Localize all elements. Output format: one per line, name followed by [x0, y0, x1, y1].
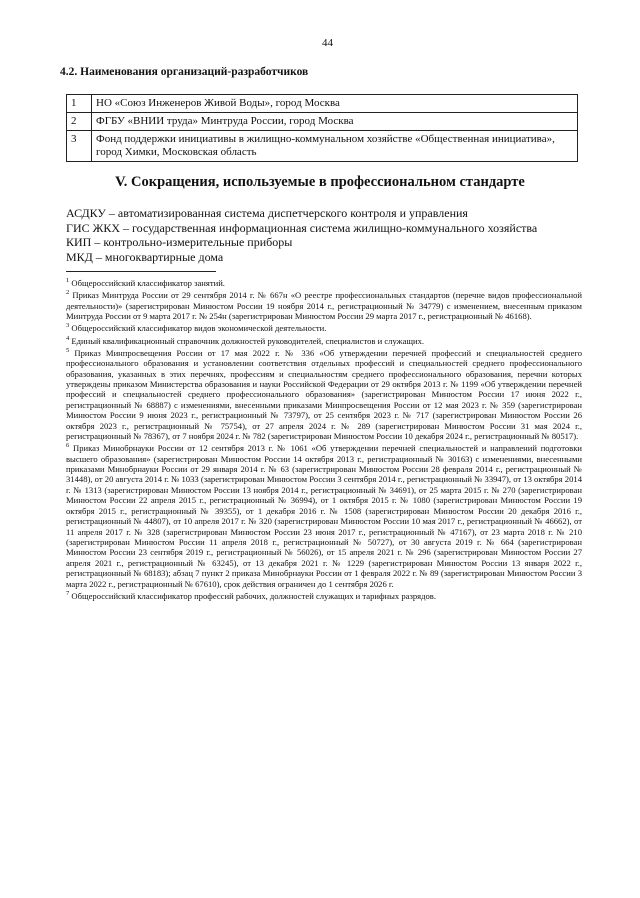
- footnote: [66, 334, 582, 346]
- row-number: 3: [67, 131, 92, 162]
- footnote-text: Приказ Минобрнауки России от 12 сентября 2013 г. № 1061 «Об утверждении перечней специальностей и направлений подготовки высшего образования» (зарегистрирован Минюстом России 14 октября 2013 г., регистрационный № 30163) с изменениями, внесенными приказами Минобрнауки России от 29 января 2014 г. № 63 (зарегистрирован Минюстом России 28 февраля 2014 г., регистрационный № 31448), от 20 августа 2014 г. № 1033 (зарегистрирован Минюстом России 3 сентября 2014 г., регистрационный № 33947), от 13 октября 2014 г. № 1313 (зарегистрирован Минюстом России 13 ноября 2014 г., регистрационный № 34691), от 25 марта 2015 г. № 270 (зарегистрирован Минюстом России 22 апреля 2015 г., регистрационный № 36994), от 1 октября 2015 г. № 1080 (зарегистрирован Минюстом России 19 октября 2015 г., регистрационный № 39355), от 1 декабря 2016 г. № 1508 (зарегистрирован Минюстом России 20 декабря 2016 г., регистрационный № 44807), от 10 апреля 2017 г. № 320 (зарегистрирован Минюстом России 10 мая 2017 г., регистрационный № 46662), от 11 апреля 2017 г. № 328 (зарегистрирован Минюстом России 23 июня 2017 г., регистрационный № 47167), от 23 марта 2018 г. № 210 (зарегистрирован Минюстом России 11 апреля 2018 г., регистрационный № 50727), от 30 августа 2019 г. № 664 (зарегистрирован Минюстом России 23 сентября 2019 г., регистрационный № 56026), от 15 апреля 2021 г. № 296 (зарегистрирован Минюстом России 27 апреля 2021 г., регистрационный № 63245), от 13 декабря 2021 г. № 1229 (зарегистрирован Минюстом России 13 января 2022 г., регистрационный № 68183); абзац 7 пункт 2 приказа Минобрнауки России от 1 февраля 2022 г. № 89 (зарегистрирован Минюстом России 3 марта 2022 г., регистрационный № 67610), срок действия ограничен до 1 сентября 2026 г.: [66, 443, 582, 589]
- footnote: [66, 589, 582, 601]
- footnote-text: Общероссийский классификатор профессий рабочих, должностей служащих и тарифных разрядов.: [71, 590, 436, 601]
- footnote-text: Единый квалификационный справочник должностей руководителей, специалистов и служащих.: [71, 335, 425, 346]
- list-item: ГИС ЖКХ – государственная информационная система жилищно-коммунального хозяйства: [66, 220, 538, 235]
- table-row: [67, 95, 578, 113]
- row-number: 2: [67, 113, 92, 131]
- list-item: КИП – контрольно-измерительные приборы: [66, 235, 293, 249]
- footnote-mark: 1: [66, 277, 70, 284]
- page-number: 44: [322, 37, 333, 49]
- footnote-mark: 5: [66, 346, 70, 354]
- section-heading-developers: 4.2. Наименования организаций-разработчиков: [60, 66, 309, 78]
- footnote-text: Приказ Минпросвещения России от 17 мая 2022 г. № 336 «Об утверждении перечней профессий и специальностей среднего профессионального образования и установлении соответствия отдельных профессий и специальностей среднего профессионального образования, указанных в этих перечнях, профессиям и специальностям среднего профессионального образования, перечни которых утверждены приказом Министерства образования и науки Российской Федерации от 29 октября 2013 г. № 1199 «Об утверждении перечней профессий и специальностей среднего профессионального образования» (зарегистрирован Минюстом России 17 июня 2022 г., регистрационный № 68887) с изменениями, внесенными приказами Минпросвещения России от 12 мая 2023 г. № 359 (зарегистрирован Минюстом России 9 июня 2023 г., регистрационный № 73797), от 25 сентября 2023 г. № 717 (зарегистрирован Минюстом России 26 октября 2023 г., регистрационный № 75754), от 27 апреля 2024 г. № 289 (зарегистрирован Минюстом России 31 мая 2024 г., регистрационный № 78367), от 7 ноября 2024 г. № 782 (зарегистрирован Минюстом России 10 декабря 2024 г., регистрационный № 80517).: [66, 347, 582, 441]
- footnote-mark: 7: [66, 589, 70, 597]
- footnote: [66, 276, 582, 288]
- list-item: МКД – многоквартирные дома: [66, 249, 224, 264]
- list-item: АСДКУ – автоматизированная система диспетчерского контроля и управления: [66, 206, 468, 220]
- footnote: [66, 346, 582, 442]
- footnote: [66, 321, 582, 333]
- footnote-text: Общероссийский классификатор видов экономической деятельности.: [71, 323, 327, 334]
- organization-name: ФГБУ «ВНИИ труда» Минтруда России, город Москва: [92, 113, 578, 131]
- organization-name: Фонд поддержки инициативы в жилищно-коммунальном хозяйстве «Общественная инициатива», город Химки, Московская область: [92, 131, 578, 162]
- footnote-divider: [66, 271, 216, 272]
- footnote-text: Общероссийский классификатор занятий.: [71, 277, 225, 288]
- row-number: 1: [67, 95, 92, 113]
- footnotes: [66, 276, 582, 601]
- footnote-mark: 2: [66, 289, 70, 297]
- footnote: [66, 441, 582, 589]
- footnote: [66, 288, 582, 321]
- footnote-mark: 6: [66, 442, 70, 450]
- footnote-mark: 4: [66, 334, 70, 342]
- table-row: [67, 131, 578, 162]
- footnote-mark: 3: [66, 322, 70, 330]
- table-row: [67, 113, 578, 131]
- footnote-text: Приказ Минтруда России от 29 сентября 2014 г. № 667н «О реестре профессиональных стандартов (перечне видов профессиональной деятельности)» (зарегистрирован Минюстом России 19 ноября 2014 г., регистрационный № 34779) с изменением, внесенным приказом Минтруда России от 9 марта 2017 г. № 254н (зарегистрирован Минюстом России 29 марта 2017 г., регистрационный № 46168).: [66, 290, 582, 321]
- abbreviation-list: [66, 206, 586, 264]
- section-title-abbreviations: V. Сокращения, используемые в профессиональном стандарте: [115, 174, 525, 190]
- developers-table: [66, 94, 578, 162]
- organization-name: НО «Союз Инженеров Живой Воды», город Москва: [92, 95, 578, 113]
